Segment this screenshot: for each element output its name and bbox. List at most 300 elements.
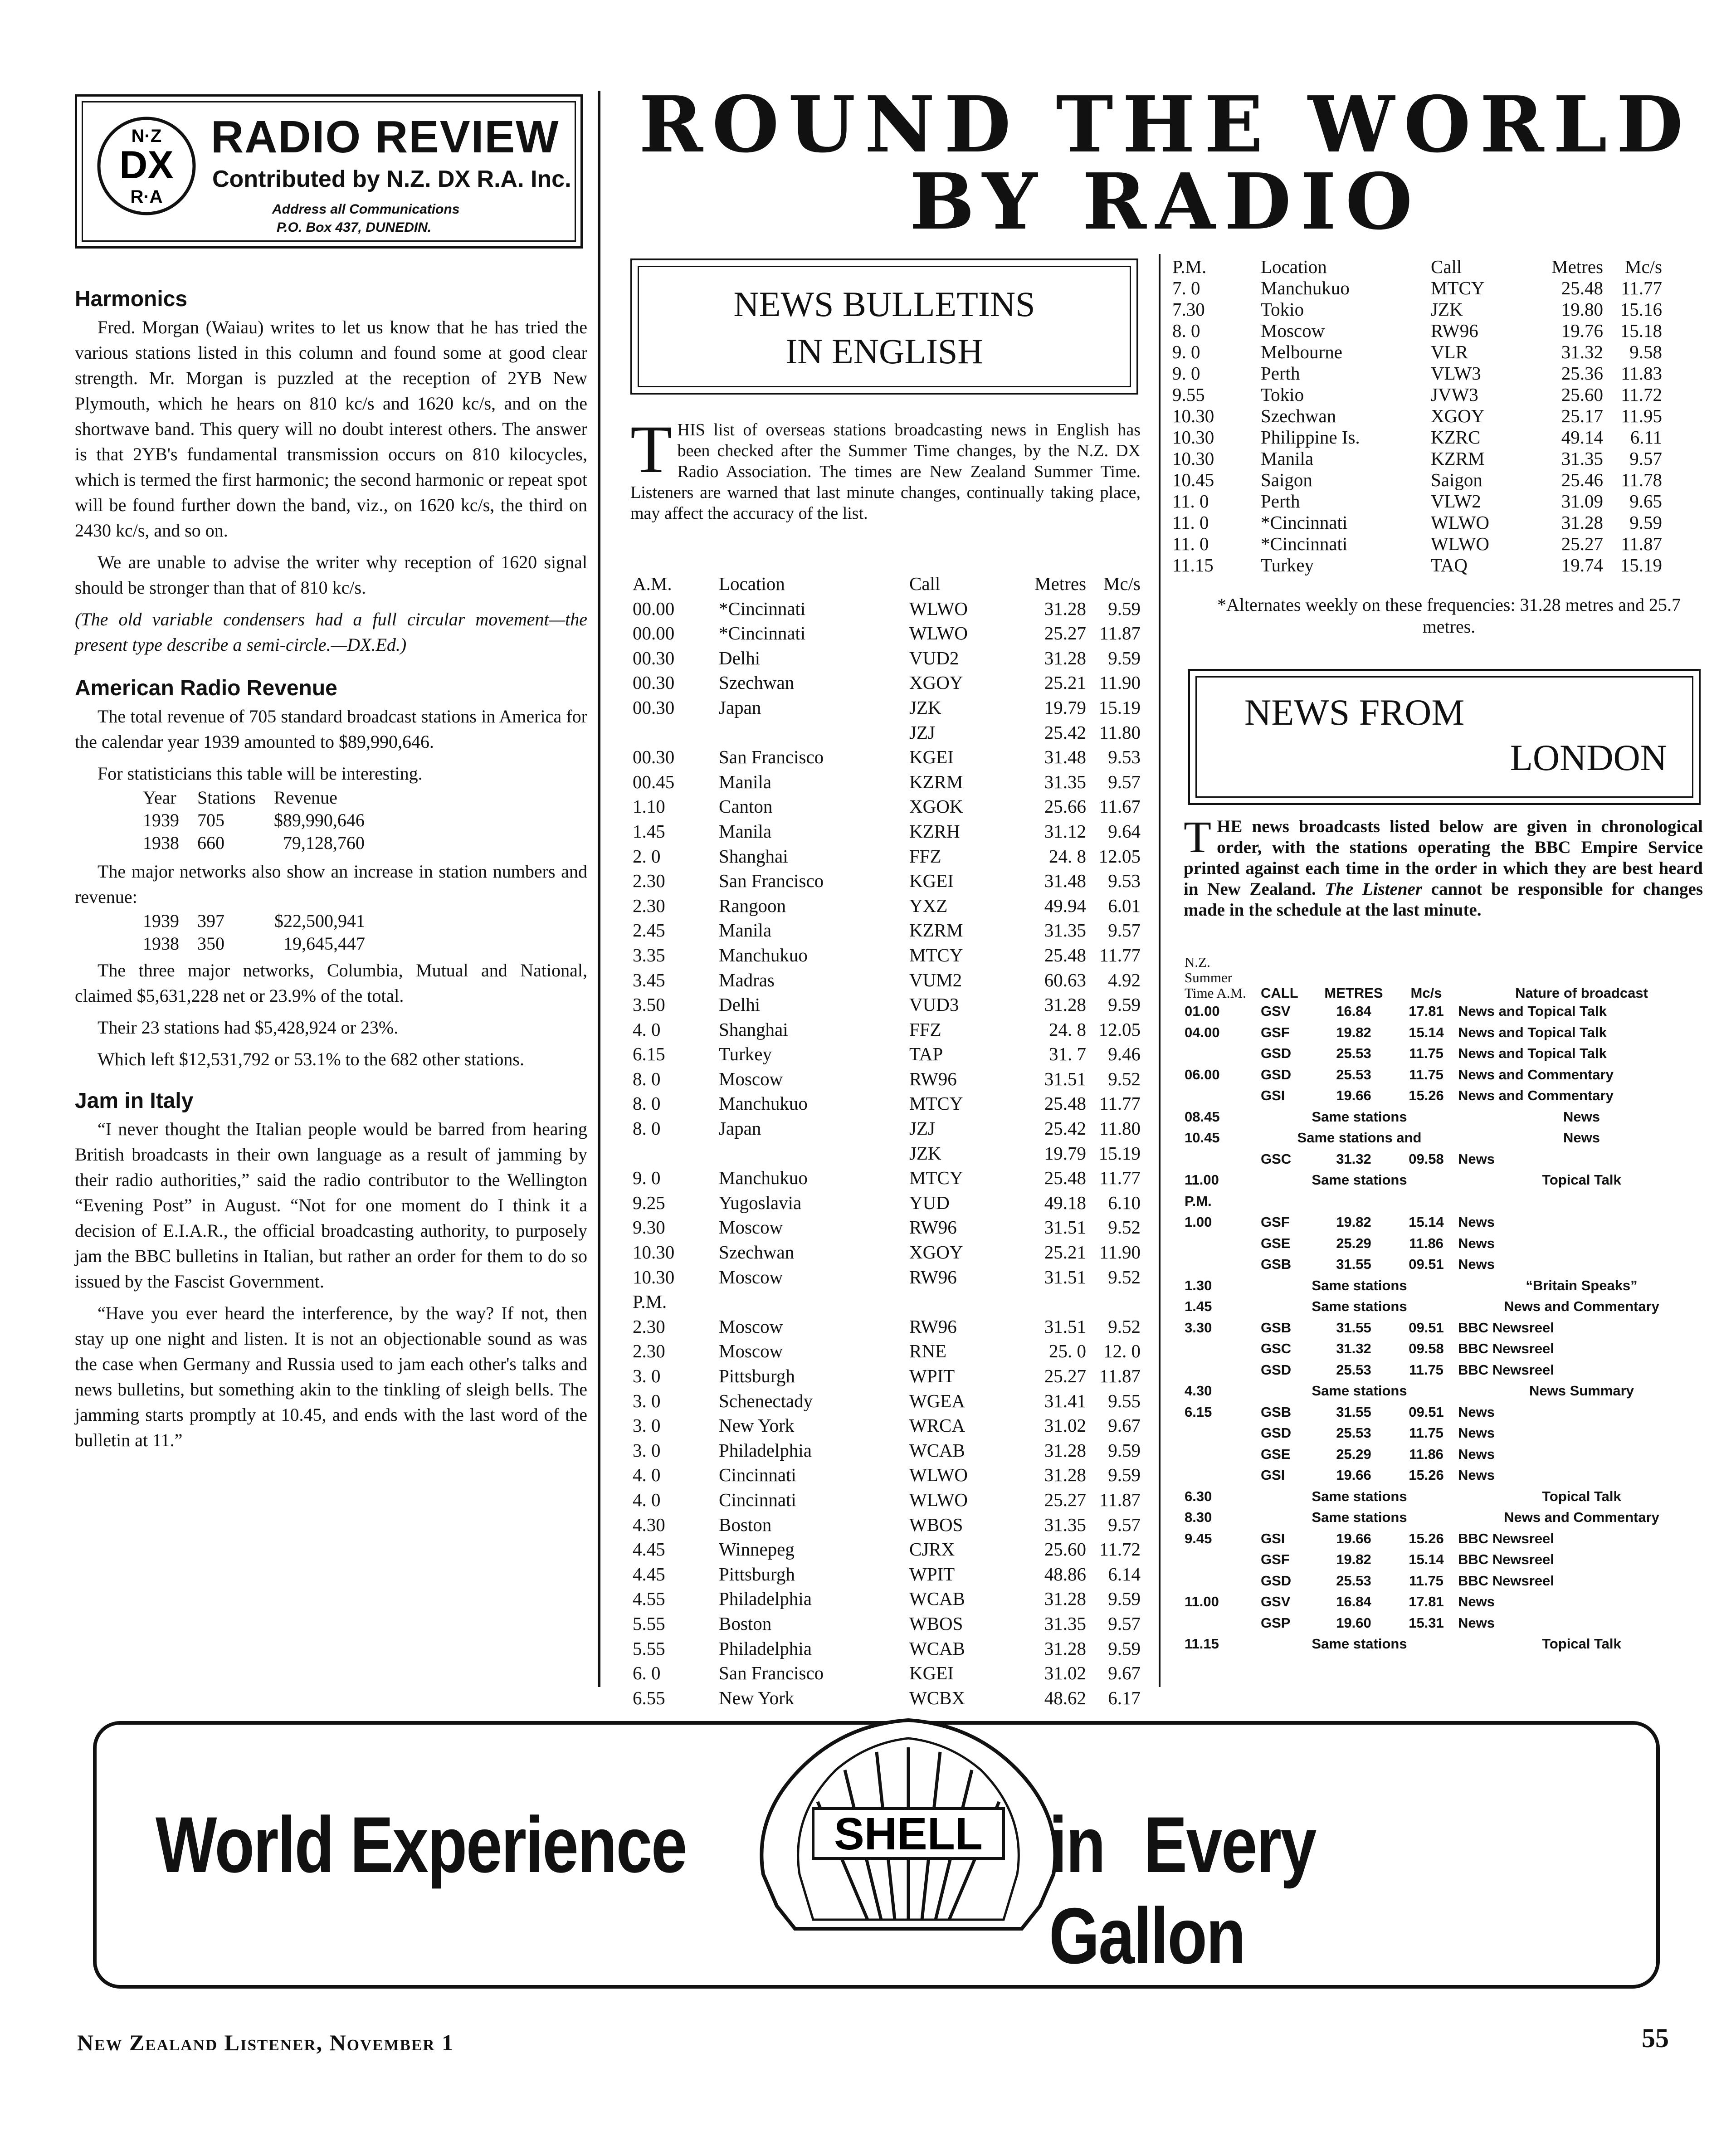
news-bulletins-title-1: NEWS BULLETINS bbox=[733, 284, 1035, 324]
alternates-note: *Alternates weekly on these frequencies: 31.28 metres and 25.7 metres. bbox=[1217, 595, 1681, 637]
table-cell: 5.55 bbox=[633, 1638, 665, 1659]
table-cell: 9. 0 bbox=[1172, 341, 1200, 362]
table-cell: Manila bbox=[1261, 448, 1314, 469]
table-cell: 31.12 bbox=[1044, 820, 1086, 842]
table-row bbox=[1172, 320, 1662, 341]
table-row bbox=[633, 868, 1141, 893]
table-cell: 19.80 bbox=[1561, 299, 1603, 320]
table-cell: 11.72 bbox=[1099, 1539, 1141, 1560]
revenue-paragraph-4: The three major networks, Columbia, Mutual and National, claimed $5,631,228 net or 23.9% of the total. bbox=[75, 960, 587, 1006]
news-from-london-title-1: NEWS FROM bbox=[1244, 692, 1465, 733]
table-cell: 00.00 bbox=[633, 623, 675, 644]
table-cell: Japan bbox=[719, 1118, 761, 1139]
table-cell: Same stations bbox=[1312, 1383, 1407, 1399]
table-cell: RW96 bbox=[1431, 320, 1478, 341]
table-cell: 9. 0 bbox=[1172, 363, 1200, 384]
publication-footer: New Zealand Listener, November 1 bbox=[77, 2030, 454, 2055]
table-cell: News and Commentary bbox=[1504, 1509, 1659, 1525]
table-cell: WBOS bbox=[909, 1613, 963, 1634]
table-cell: Turkey bbox=[1261, 555, 1314, 575]
jam-heading: Jam in Italy bbox=[75, 1089, 194, 1113]
table-cell: Same stations bbox=[1312, 1509, 1407, 1525]
news-bulletins-title-2: IN ENGLISH bbox=[785, 332, 983, 371]
table-cell bbox=[1185, 1254, 1261, 1275]
table-cell: Boston bbox=[719, 1514, 772, 1535]
dropcap: T bbox=[630, 412, 672, 487]
table-cell: 9.57 bbox=[1108, 1613, 1141, 1634]
table-row bbox=[1185, 1127, 1705, 1149]
column-header: Metres bbox=[1034, 573, 1086, 594]
table-cell: WGEA bbox=[909, 1390, 965, 1411]
table-cell: Winnepeg bbox=[719, 1539, 795, 1560]
table-cell: 31.51 bbox=[1044, 1068, 1086, 1089]
table-cell: 19.79 bbox=[1044, 697, 1086, 718]
table-cell: 4.30 bbox=[1185, 1383, 1212, 1399]
table-cell: 04.00 bbox=[1185, 1024, 1220, 1040]
table-cell: 9.53 bbox=[1108, 746, 1141, 768]
table-cell: 49.94 bbox=[1044, 895, 1086, 916]
table-cell: RW96 bbox=[909, 1316, 957, 1337]
table-cell: WLWO bbox=[1431, 533, 1490, 554]
table-cell: 24. 8 bbox=[1049, 1019, 1086, 1040]
table-cell: 6. 0 bbox=[633, 1663, 661, 1684]
column-header: Location bbox=[1261, 256, 1327, 277]
table-cell: News and Topical Talk bbox=[1458, 1003, 1607, 1019]
table-cell: BBC Newsreel bbox=[1458, 1319, 1554, 1336]
table-cell: 11.75 bbox=[1409, 1066, 1443, 1083]
table-cell: 25.36 bbox=[1561, 363, 1603, 384]
table-cell: 31.02 bbox=[1044, 1663, 1086, 1684]
table-cell: WLWO bbox=[1431, 512, 1490, 533]
table-cell bbox=[1185, 1570, 1261, 1592]
table-cell: 19.82 bbox=[1336, 1024, 1371, 1040]
table-cell: Moscow bbox=[1261, 320, 1325, 341]
table-row bbox=[1185, 1275, 1705, 1297]
table-cell: FFZ bbox=[909, 1019, 941, 1040]
table-row bbox=[1185, 1191, 1705, 1212]
table-cell: Manila bbox=[719, 820, 772, 842]
table-cell: 11.00 bbox=[1185, 1594, 1219, 1609]
table-cell: 3. 0 bbox=[633, 1365, 661, 1386]
table-row bbox=[633, 1389, 1141, 1414]
table-cell: Same stations bbox=[1312, 1488, 1407, 1504]
table-row bbox=[1185, 1043, 1705, 1064]
table-cell: 1.00 bbox=[1185, 1214, 1212, 1230]
table-cell: Szechwan bbox=[719, 1242, 795, 1263]
table-row bbox=[633, 1661, 1141, 1686]
table-row bbox=[1185, 1022, 1705, 1044]
table-row bbox=[633, 621, 1141, 646]
table-cell: Cincinnati bbox=[719, 1464, 796, 1486]
table-cell: Szechwan bbox=[719, 672, 795, 693]
table-cell: Moscow bbox=[719, 1068, 783, 1089]
table-cell: 9.57 bbox=[1629, 448, 1662, 469]
table-row bbox=[633, 1017, 1141, 1042]
table-cell: 00.45 bbox=[633, 771, 675, 792]
table-cell bbox=[1185, 1423, 1261, 1444]
table-cell: 31.35 bbox=[1044, 1514, 1086, 1535]
table-cell: 25.53 bbox=[1336, 1425, 1371, 1441]
table-row bbox=[633, 1537, 1141, 1562]
table-row bbox=[1185, 1486, 1705, 1507]
table-cell: News bbox=[1563, 1130, 1600, 1146]
table-cell: Same stations bbox=[1312, 1298, 1407, 1314]
table-cell: KZRM bbox=[909, 920, 963, 941]
revenue-table: Year Stations Revenue 1939 705 $89,990,646 1938 660 79,128,760 bbox=[143, 787, 365, 853]
revenue-paragraph-2: For statisticians this table will be interesting. bbox=[98, 763, 423, 784]
table-row bbox=[633, 794, 1141, 819]
table-cell: WPIT bbox=[909, 1365, 955, 1386]
table-cell bbox=[1185, 1043, 1261, 1064]
svg-text:N·Z: N·Z bbox=[131, 126, 162, 146]
table-cell bbox=[1313, 1191, 1395, 1212]
table-cell: 15.26 bbox=[1409, 1087, 1444, 1103]
table-row bbox=[633, 1215, 1141, 1240]
table-row bbox=[633, 720, 1141, 745]
table-cell: 4.55 bbox=[633, 1588, 665, 1609]
table-cell: GSD bbox=[1261, 1066, 1292, 1083]
table-row bbox=[1185, 1254, 1705, 1275]
table-cell: 31.28 bbox=[1044, 994, 1086, 1015]
table-cell: 4.30 bbox=[633, 1514, 665, 1535]
table-cell: Turkey bbox=[719, 1044, 772, 1065]
table-cell: GSB bbox=[1261, 1404, 1292, 1420]
table-cell: Same stations bbox=[1312, 1277, 1407, 1293]
table-cell: 9.67 bbox=[1108, 1663, 1141, 1684]
table-row bbox=[1185, 1570, 1705, 1592]
revenue-paragraph-1: The total revenue of 705 standard broadcast stations in America for the calendar year 1939 amounted to $89,990,646. bbox=[75, 706, 587, 752]
table-cell: GSD bbox=[1261, 1361, 1292, 1378]
table-cell: KZRM bbox=[1431, 448, 1485, 469]
table-cell bbox=[633, 720, 719, 745]
table-cell: Shanghai bbox=[719, 1019, 788, 1040]
table-cell: KZRM bbox=[909, 771, 963, 792]
table-row bbox=[1172, 384, 1662, 405]
table-cell: GSC bbox=[1261, 1151, 1292, 1167]
table-cell: WLWO bbox=[909, 623, 968, 644]
table-cell: News bbox=[1458, 1594, 1495, 1609]
table-cell: Yugoslavia bbox=[719, 1192, 802, 1213]
table-cell: San Francisco bbox=[719, 746, 824, 768]
table-cell: 6.11 bbox=[1630, 427, 1662, 448]
table-cell: Philippine Is. bbox=[1261, 427, 1360, 448]
table-cell: 6.10 bbox=[1108, 1192, 1141, 1213]
table-cell: 15.18 bbox=[1620, 320, 1662, 341]
table-cell: 15.14 bbox=[1409, 1214, 1444, 1230]
table-cell bbox=[719, 1289, 909, 1314]
table-cell: 11.78 bbox=[1621, 469, 1662, 490]
table-row bbox=[633, 745, 1141, 770]
table-cell: 25.53 bbox=[1336, 1045, 1371, 1061]
table-cell: 31.35 bbox=[1044, 920, 1086, 941]
table-row bbox=[1172, 448, 1662, 469]
table-row bbox=[633, 1289, 1141, 1314]
table-cell: 10.30 bbox=[1172, 405, 1214, 426]
table-cell: 9.52 bbox=[1108, 1266, 1141, 1287]
table-cell: 31.28 bbox=[1044, 598, 1086, 619]
table-cell: 31.32 bbox=[1561, 341, 1603, 362]
table-cell: 11.72 bbox=[1621, 384, 1662, 405]
table-row bbox=[633, 1438, 1141, 1463]
harmonics-paragraph-2: We are unable to advise the writer why reception of 1620 signal should be stronger than that of 810 kc/s. bbox=[75, 552, 587, 598]
table-cell bbox=[909, 1289, 1007, 1314]
table-cell: GSI bbox=[1261, 1530, 1285, 1546]
harmonics-paragraph-1: Fred. Morgan (Waiau) writes to let us know that he has tried the various stations listed in this column and found some at good clear strength. Mr. Morgan is puzzled at the reception of 2YB New Plymouth, which he hears on 810 kc/s and 1620 kc/s, and on the shortwave band. This query will no doubt interest others. The answer is that 2YB's fundamental transmission occurs on 810 kilocycles, which is termed the first harmonic; the second harmonic or repeat spot will be found further down the band, viz., on 1620 kc/s, the third on 2430 kc/s, and so on. bbox=[75, 317, 587, 541]
table-cell: News and Topical Talk bbox=[1458, 1045, 1607, 1061]
table-cell: 19.79 bbox=[1044, 1142, 1086, 1164]
column-header: N.Z. Summer Time A.M. bbox=[1185, 954, 1246, 1001]
table-cell: 11. 0 bbox=[1172, 533, 1209, 554]
table-cell: 31.55 bbox=[1336, 1319, 1371, 1336]
table-cell: WLWO bbox=[909, 1489, 968, 1510]
svg-text:DX: DX bbox=[119, 143, 174, 187]
table-row bbox=[633, 1364, 1141, 1389]
table-cell: 8. 0 bbox=[633, 1118, 661, 1139]
column-header: METRES bbox=[1324, 985, 1383, 1001]
table-row bbox=[1172, 299, 1662, 320]
network-table: 1939 397 $22,500,941 1938 350 19,645,447 bbox=[143, 911, 365, 954]
table-cell: RW96 bbox=[909, 1068, 957, 1089]
table-cell: 25.48 bbox=[1044, 944, 1086, 966]
table-cell: 10.30 bbox=[633, 1266, 675, 1287]
table-cell: 19.66 bbox=[1336, 1087, 1371, 1103]
table-row bbox=[633, 1413, 1141, 1438]
table-cell: 25.27 bbox=[1561, 533, 1603, 554]
table-cell: 25.21 bbox=[1044, 672, 1086, 693]
table-row bbox=[633, 918, 1141, 943]
table-cell: 09.51 bbox=[1409, 1319, 1444, 1336]
table-cell: 10.30 bbox=[1172, 448, 1214, 469]
table-cell: 25.48 bbox=[1044, 1167, 1086, 1189]
table-cell: *Cincinnati bbox=[1261, 533, 1348, 554]
table-row bbox=[633, 1141, 1141, 1166]
table-cell: KGEI bbox=[909, 1663, 954, 1684]
table-cell: 25.46 bbox=[1561, 469, 1603, 490]
table-cell: Manila bbox=[719, 771, 772, 792]
table-cell bbox=[1185, 1149, 1261, 1170]
table-cell: 11.90 bbox=[1099, 1242, 1141, 1263]
table-cell: 25.42 bbox=[1044, 722, 1086, 743]
table-cell: 10.45 bbox=[1185, 1130, 1220, 1146]
table-row bbox=[1185, 1444, 1705, 1465]
table-cell: RNE bbox=[909, 1341, 946, 1362]
table-cell: 11. 0 bbox=[1172, 491, 1209, 512]
table-cell: 31.32 bbox=[1336, 1341, 1371, 1356]
table-cell: 9.30 bbox=[633, 1217, 665, 1238]
table-cell: WLWO bbox=[909, 1464, 968, 1486]
table-cell: Saigon bbox=[1261, 469, 1312, 490]
radio-review-title: RADIO REVIEW bbox=[211, 112, 560, 162]
revenue-paragraph-6: Which left $12,531,792 or 53.1% to the 682 other stations. bbox=[98, 1049, 524, 1069]
table-cell: BBC Newsreel bbox=[1458, 1551, 1554, 1567]
table-cell: 9.65 bbox=[1629, 491, 1662, 512]
table-cell: XGOY bbox=[909, 672, 963, 693]
table-cell: 11.75 bbox=[1409, 1572, 1443, 1589]
table-cell bbox=[1458, 1191, 1705, 1212]
column-header: P.M. bbox=[1172, 256, 1207, 277]
table-cell: GSD bbox=[1261, 1572, 1292, 1589]
table-cell: TAP bbox=[909, 1044, 943, 1065]
table-cell: 15.26 bbox=[1409, 1530, 1444, 1546]
table-cell: 9. 0 bbox=[633, 1167, 661, 1189]
table-cell bbox=[1185, 1360, 1261, 1381]
table-cell: Moscow bbox=[719, 1316, 783, 1337]
table-cell: 11.75 bbox=[1409, 1425, 1443, 1441]
table-cell: 25.27 bbox=[1044, 1489, 1086, 1510]
table-cell: 5.55 bbox=[633, 1613, 665, 1634]
table-cell: 31. 7 bbox=[1049, 1044, 1086, 1065]
table-cell: GSV bbox=[1261, 1594, 1291, 1609]
table-cell: 25.21 bbox=[1044, 1242, 1086, 1263]
table-cell: 01.00 bbox=[1185, 1003, 1220, 1019]
table-cell: 11.00 bbox=[1185, 1172, 1219, 1188]
table-cell: 31.28 bbox=[1044, 1588, 1086, 1609]
news-from-london-title-box bbox=[1188, 669, 1701, 805]
table-cell: 11.87 bbox=[1099, 623, 1141, 644]
table-row bbox=[633, 646, 1141, 671]
table-cell: Philadelphia bbox=[719, 1638, 812, 1659]
table-cell: 25. 0 bbox=[1049, 1341, 1086, 1362]
table-cell: 48.62 bbox=[1044, 1687, 1086, 1708]
table-cell: 15.19 bbox=[1620, 555, 1662, 575]
table-row bbox=[633, 1091, 1141, 1116]
table-cell: WCAB bbox=[909, 1588, 965, 1609]
table-cell: Moscow bbox=[719, 1266, 783, 1287]
table-row bbox=[1172, 278, 1662, 299]
table-row bbox=[633, 1512, 1141, 1537]
table-cell: 31.48 bbox=[1044, 746, 1086, 768]
table-cell: Szechwan bbox=[1261, 405, 1336, 426]
table-cell: 10.30 bbox=[633, 1242, 675, 1263]
table-row bbox=[1185, 1149, 1705, 1170]
table-cell: BBC Newsreel bbox=[1458, 1530, 1554, 1546]
table-row bbox=[633, 844, 1141, 869]
table-row bbox=[1172, 555, 1662, 576]
table-row bbox=[633, 1339, 1141, 1364]
table-cell: Same stations and bbox=[1297, 1130, 1422, 1146]
table-cell: 25.17 bbox=[1561, 405, 1603, 426]
table-row bbox=[633, 1265, 1141, 1290]
contributor-line: Contributed by N.Z. DX R.A. Inc. bbox=[212, 166, 571, 192]
table-cell: 12.05 bbox=[1098, 1019, 1141, 1040]
table-cell: 11.77 bbox=[1099, 1093, 1141, 1114]
table-cell: Philadelphia bbox=[719, 1588, 812, 1609]
table-row bbox=[1172, 533, 1662, 555]
table-cell: 9.59 bbox=[1108, 1588, 1141, 1609]
table-cell: 2. 0 bbox=[633, 845, 661, 867]
table-row bbox=[1185, 1549, 1705, 1570]
table-cell: News Summary bbox=[1529, 1383, 1634, 1399]
table-cell: 4.45 bbox=[633, 1539, 665, 1560]
table-cell: 15.19 bbox=[1098, 697, 1141, 718]
table-cell: 9.59 bbox=[1629, 512, 1662, 533]
column-rule-right bbox=[1159, 254, 1161, 1687]
column-header: CALL bbox=[1261, 985, 1298, 1001]
table-row bbox=[1172, 427, 1662, 448]
table-cell: 09.58 bbox=[1409, 1341, 1444, 1356]
table-cell: 11.75 bbox=[1409, 1361, 1443, 1378]
table-row bbox=[1185, 1170, 1705, 1191]
table-cell: 4.45 bbox=[633, 1563, 665, 1585]
table-cell: 31.35 bbox=[1561, 448, 1603, 469]
table-cell: BBC Newsreel bbox=[1458, 1361, 1554, 1378]
table-cell: 15.19 bbox=[1098, 1142, 1141, 1164]
table-cell: WRCA bbox=[909, 1415, 965, 1436]
table-cell: GSE bbox=[1261, 1446, 1291, 1462]
table-row bbox=[1185, 1613, 1705, 1634]
table-cell: 11.77 bbox=[1099, 944, 1141, 966]
table-row bbox=[1185, 1507, 1705, 1528]
table-cell: VLW2 bbox=[1431, 491, 1481, 512]
jam-paragraph-2: “Have you ever heard the interference, by the way? If not, then stay up one night and listen. It is not an objectionable sound as was the case when Germany and Russia used to jam each other's talks and news bulletins, but something akin to the tinkling of sleigh bells. The jamming starts promptly at 10.45, and ends with the last word of the bulletin at 11.” bbox=[75, 1303, 587, 1450]
table-row bbox=[633, 1562, 1141, 1587]
table-row bbox=[1185, 1634, 1705, 1655]
table-row bbox=[633, 1611, 1141, 1636]
table-cell: Japan bbox=[719, 697, 761, 718]
table-cell: News and Commentary bbox=[1458, 1066, 1614, 1083]
table-cell: Manchukuo bbox=[719, 1167, 808, 1189]
table-cell bbox=[1185, 1465, 1261, 1486]
table-cell: 9.57 bbox=[1108, 771, 1141, 792]
table-cell: 31.28 bbox=[1044, 1638, 1086, 1659]
table-cell: 49.14 bbox=[1561, 427, 1603, 448]
table-cell: Boston bbox=[719, 1613, 772, 1634]
table-cell bbox=[719, 1141, 909, 1166]
column-header: Mc/s bbox=[1625, 256, 1662, 277]
table-cell: 12.05 bbox=[1098, 845, 1141, 867]
table-row bbox=[1185, 1591, 1705, 1613]
table-row bbox=[1185, 1360, 1705, 1381]
table-cell: GSB bbox=[1261, 1319, 1292, 1336]
table-row bbox=[633, 1314, 1141, 1339]
revenue-paragraph-3: The major networks also show an increase in station numbers and revenue: bbox=[75, 861, 587, 907]
table-cell: 16.84 bbox=[1336, 1594, 1371, 1609]
table-cell: BBC Newsreel bbox=[1458, 1341, 1554, 1356]
table-row bbox=[1185, 1423, 1705, 1444]
table-row bbox=[1185, 1212, 1705, 1233]
table-cell: 6.15 bbox=[1185, 1404, 1212, 1420]
table-cell: GSE bbox=[1261, 1235, 1291, 1251]
table-cell bbox=[1261, 1191, 1313, 1212]
table-cell: 19.66 bbox=[1336, 1467, 1371, 1483]
table-row bbox=[633, 1463, 1141, 1487]
table-cell: San Francisco bbox=[719, 870, 824, 892]
table-cell: VUD2 bbox=[909, 647, 959, 668]
table-cell: 00.30 bbox=[633, 697, 675, 718]
table-cell: GSD bbox=[1261, 1045, 1292, 1061]
table-cell: 11.75 bbox=[1409, 1045, 1443, 1061]
table-cell: 9.58 bbox=[1629, 341, 1662, 362]
table-cell: 9.64 bbox=[1108, 820, 1141, 842]
radio-review-header bbox=[75, 94, 583, 249]
table-cell: JZK bbox=[909, 1142, 941, 1164]
table-cell: News bbox=[1458, 1467, 1495, 1483]
table-cell: Schenectady bbox=[719, 1390, 813, 1411]
table-cell: Madras bbox=[719, 969, 775, 990]
table-cell: 31.28 bbox=[1044, 1464, 1086, 1486]
table-cell: XGOY bbox=[909, 1242, 963, 1263]
table-cell: Perth bbox=[1261, 491, 1300, 512]
table-cell: 9.52 bbox=[1108, 1316, 1141, 1337]
table-cell: 11.15 bbox=[1185, 1636, 1219, 1652]
table-cell: TAQ bbox=[1431, 555, 1468, 575]
table-cell: 9.45 bbox=[1185, 1530, 1212, 1546]
table-cell: 11.80 bbox=[1099, 1118, 1141, 1139]
table-cell: YUD bbox=[909, 1192, 950, 1213]
table-cell: 19.76 bbox=[1561, 320, 1603, 341]
table-cell: Topical Talk bbox=[1542, 1636, 1621, 1652]
table-cell: 25.29 bbox=[1336, 1235, 1371, 1251]
